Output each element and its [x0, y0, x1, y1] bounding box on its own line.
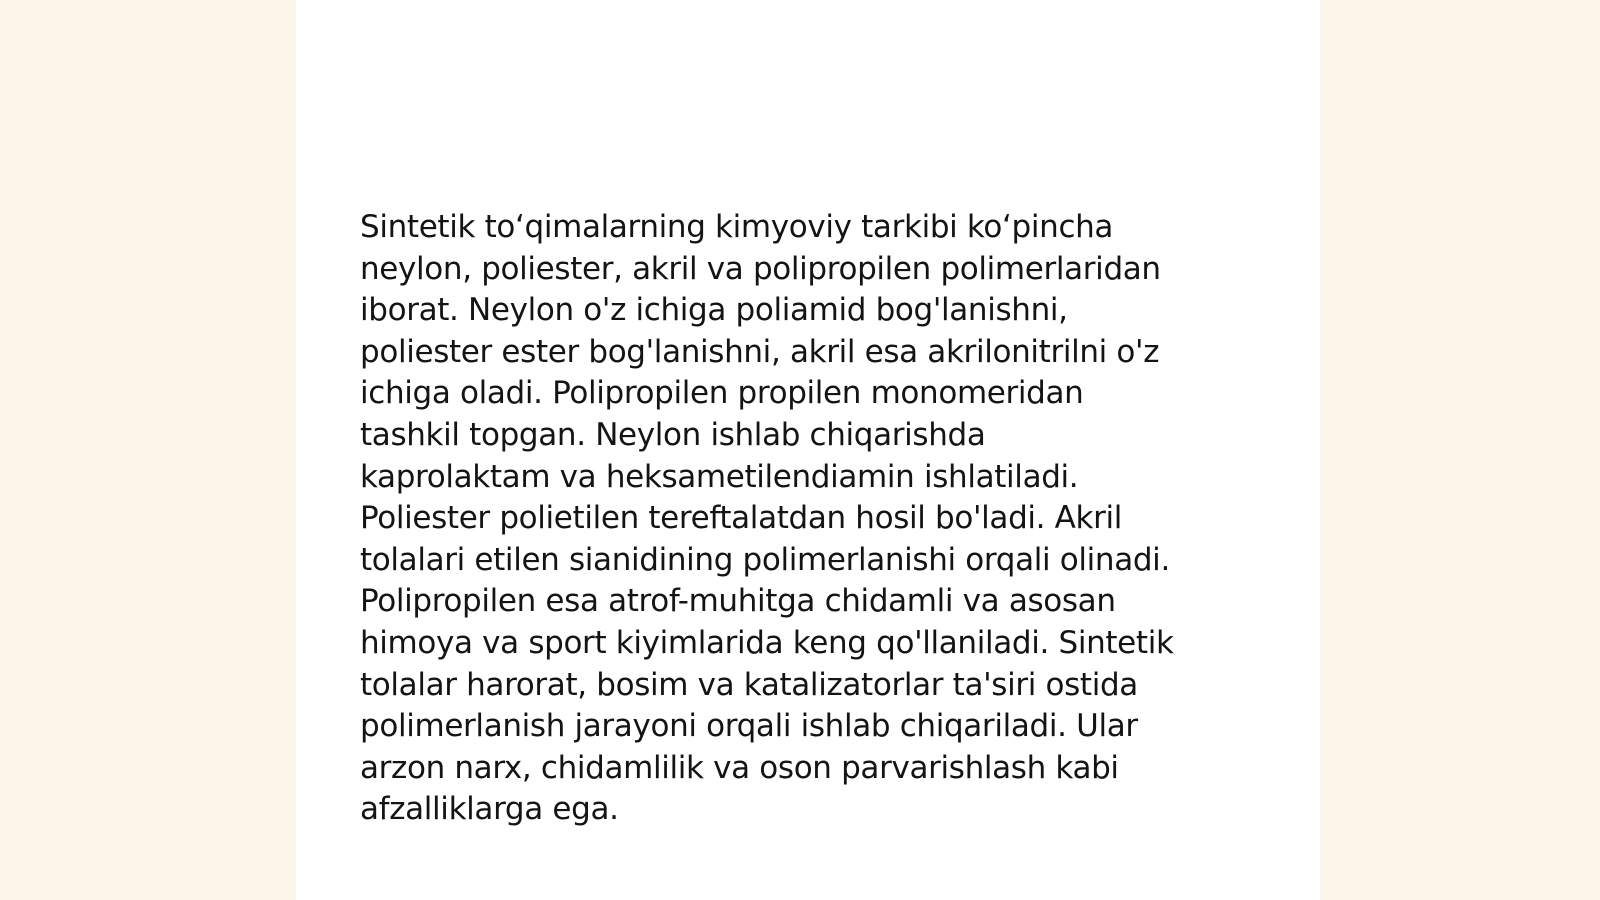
paragraph-line: neylon, poliester, akril va polipropilen polimerlaridan: [360, 250, 1161, 287]
paragraph-line: polimerlanish jarayoni orqali ishlab chiqariladi. Ular: [360, 708, 1138, 745]
paragraph-line: arzon narx, chidamlilik va oson parvarishlash kabi: [360, 749, 1119, 786]
paragraph-line: himoya va sport kiyimlarida keng qo'llaniladi. Sintetik: [360, 624, 1174, 661]
paragraph-line: iborat. Neylon o'z ichiga poliamid bog'lanishni,: [360, 292, 1068, 329]
paragraph-line: tolalar harorat, bosim va katalizatorlar ta'siri ostida: [360, 666, 1138, 703]
paragraph-line: Polipropilen esa atrof-muhitga chidamli va asosan: [360, 583, 1116, 620]
paragraph-line: poliester ester bog'lanishni, akril esa akrilonitrilni o'z: [360, 333, 1160, 370]
body-paragraph: [360, 207, 1260, 831]
paragraph-line: Sintetik to‘qimalarning kimyoviy tarkibi ko‘pincha: [360, 209, 1114, 245]
paragraph-line: afzalliklarga ega.: [360, 791, 619, 828]
paragraph-line: Poliester polietilen tereftalatdan hosil bo'ladi. Akril: [360, 500, 1123, 537]
paragraph-line: ichiga oladi. Polipropilen propilen monomeridan: [360, 375, 1084, 412]
paragraph-line: kaprolaktam va heksametilendiamin ishlatiladi.: [360, 458, 1079, 495]
document-page: [296, 0, 1320, 900]
paragraph-line: tashkil topgan. Neylon ishlab chiqarishda: [360, 416, 986, 453]
paragraph-line: tolalari etilen sianidining polimerlanishi orqali olinadi.: [360, 541, 1170, 578]
